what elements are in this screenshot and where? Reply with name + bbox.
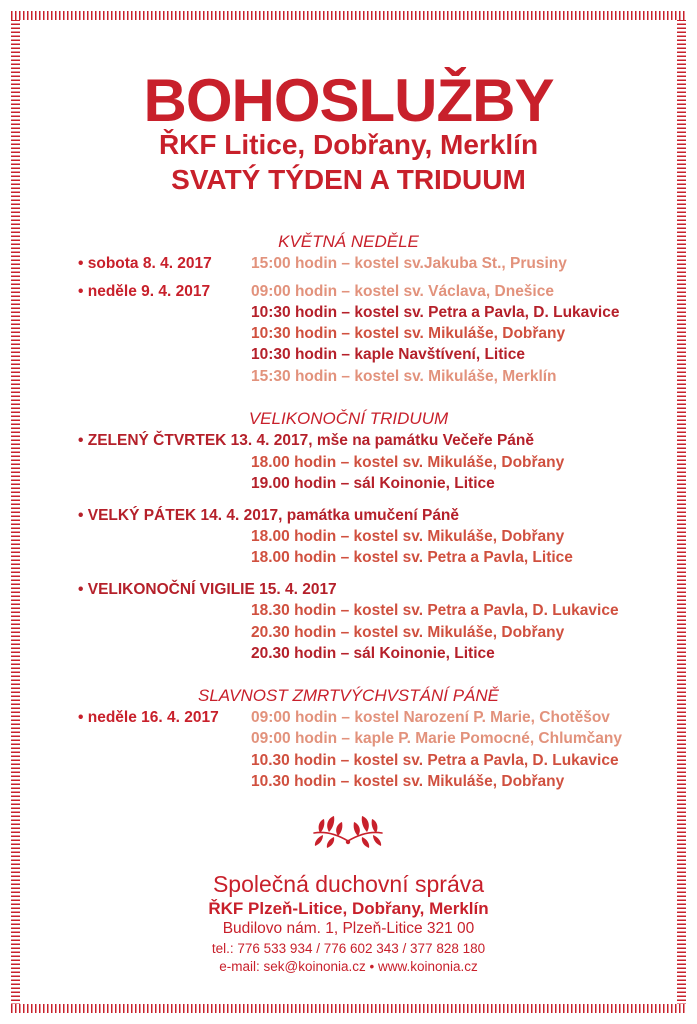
- schedule-date: • neděle 9. 4. 2017: [78, 283, 211, 300]
- schedule-time: 19.00 hodin – sál Koinonie, Litice: [251, 475, 495, 492]
- schedule-time: 10.30 hodin – kostel sv. Petra a Pavla, D. Lukavice: [251, 752, 619, 769]
- decorative-border-top: [11, 11, 686, 20]
- schedule-time: 09:00 hodin – kostel Narození P. Marie, Chotěšov: [251, 709, 610, 726]
- schedule-time: 15:30 hodin – kostel sv. Mikuláše, Merklín: [251, 368, 557, 385]
- schedule-time: 09:00 hodin – kaple P. Marie Pomocné, Chlumčany: [251, 730, 622, 747]
- schedule-time: 18.30 hodin – kostel sv. Petra a Pavla, D. Lukavice: [251, 602, 619, 619]
- schedule-time: 20.30 hodin – sál Koinonie, Litice: [251, 645, 495, 662]
- page-title: BOHOSLUŽBY: [143, 67, 554, 134]
- parish-subtitle: ŘKF Litice, Dobřany, Merklín: [158, 129, 539, 160]
- footer-address: Budilovo nám. 1, Plzeň-Litice 321 00: [222, 920, 475, 937]
- schedule-time: 09:00 hodin – kostel sv. Václava, Dnešice: [251, 283, 554, 300]
- schedule-day-heading: • VELKÝ PÁTEK 14. 4. 2017, památka umučení Páně: [78, 507, 460, 524]
- floral-branch-icon: [308, 809, 388, 853]
- schedule-time: 18.00 hodin – kostel sv. Petra a Pavla, Litice: [251, 549, 573, 566]
- footer-contact: e-mail: sek@koinonia.cz • www.koinonia.cz: [219, 959, 478, 974]
- schedule-day-heading: • ZELENÝ ČTVRTEK 13. 4. 2017, mše na památku Večeře Páně: [78, 432, 534, 449]
- section-heading-triduum: VELIKONOČNÍ TRIDUUM: [248, 409, 449, 428]
- footer-parishes: ŘKF Plzeň-Litice, Dobřany, Merklín: [208, 899, 489, 918]
- schedule-time: 10:30 hodin – kaple Navštívení, Litice: [251, 346, 525, 363]
- schedule-time: 15:00 hodin – kostel sv.Jakuba St., Prusiny: [251, 255, 567, 272]
- footer-phone: tel.: 776 533 934 / 776 602 343 / 377 828 180: [211, 941, 486, 956]
- schedule-date: • sobota 8. 4. 2017: [78, 255, 212, 272]
- week-subtitle: SVATÝ TÝDEN A TRIDUUM: [171, 164, 526, 195]
- schedule-time: 10:30 hodin – kostel sv. Petra a Pavla, D. Lukavice: [251, 304, 620, 321]
- section-heading-palm-sunday: KVĚTNÁ NEDĚLE: [278, 232, 419, 251]
- schedule-time: 18.00 hodin – kostel sv. Mikuláše, Dobřany: [251, 454, 565, 471]
- schedule-time: 10.30 hodin – kostel sv. Mikuláše, Dobřany: [251, 773, 565, 790]
- section-heading-easter-sunday: SLAVNOST ZMRTVÝCHVSTÁNÍ PÁNĚ: [197, 686, 500, 705]
- schedule-time: 20.30 hodin – kostel sv. Mikuláše, Dobřany: [251, 624, 565, 641]
- schedule-date: • neděle 16. 4. 2017: [78, 709, 219, 726]
- footer-organization: Společná duchovní správa: [212, 871, 485, 897]
- schedule-day-heading: • VELIKONOČNÍ VIGILIE 15. 4. 2017: [78, 581, 337, 598]
- decorative-border-bottom: [11, 1004, 686, 1013]
- schedule-time: 10:30 hodin – kostel sv. Mikuláše, Dobřany: [251, 325, 566, 342]
- schedule-time: 18.00 hodin – kostel sv. Mikuláše, Dobřany: [251, 528, 565, 545]
